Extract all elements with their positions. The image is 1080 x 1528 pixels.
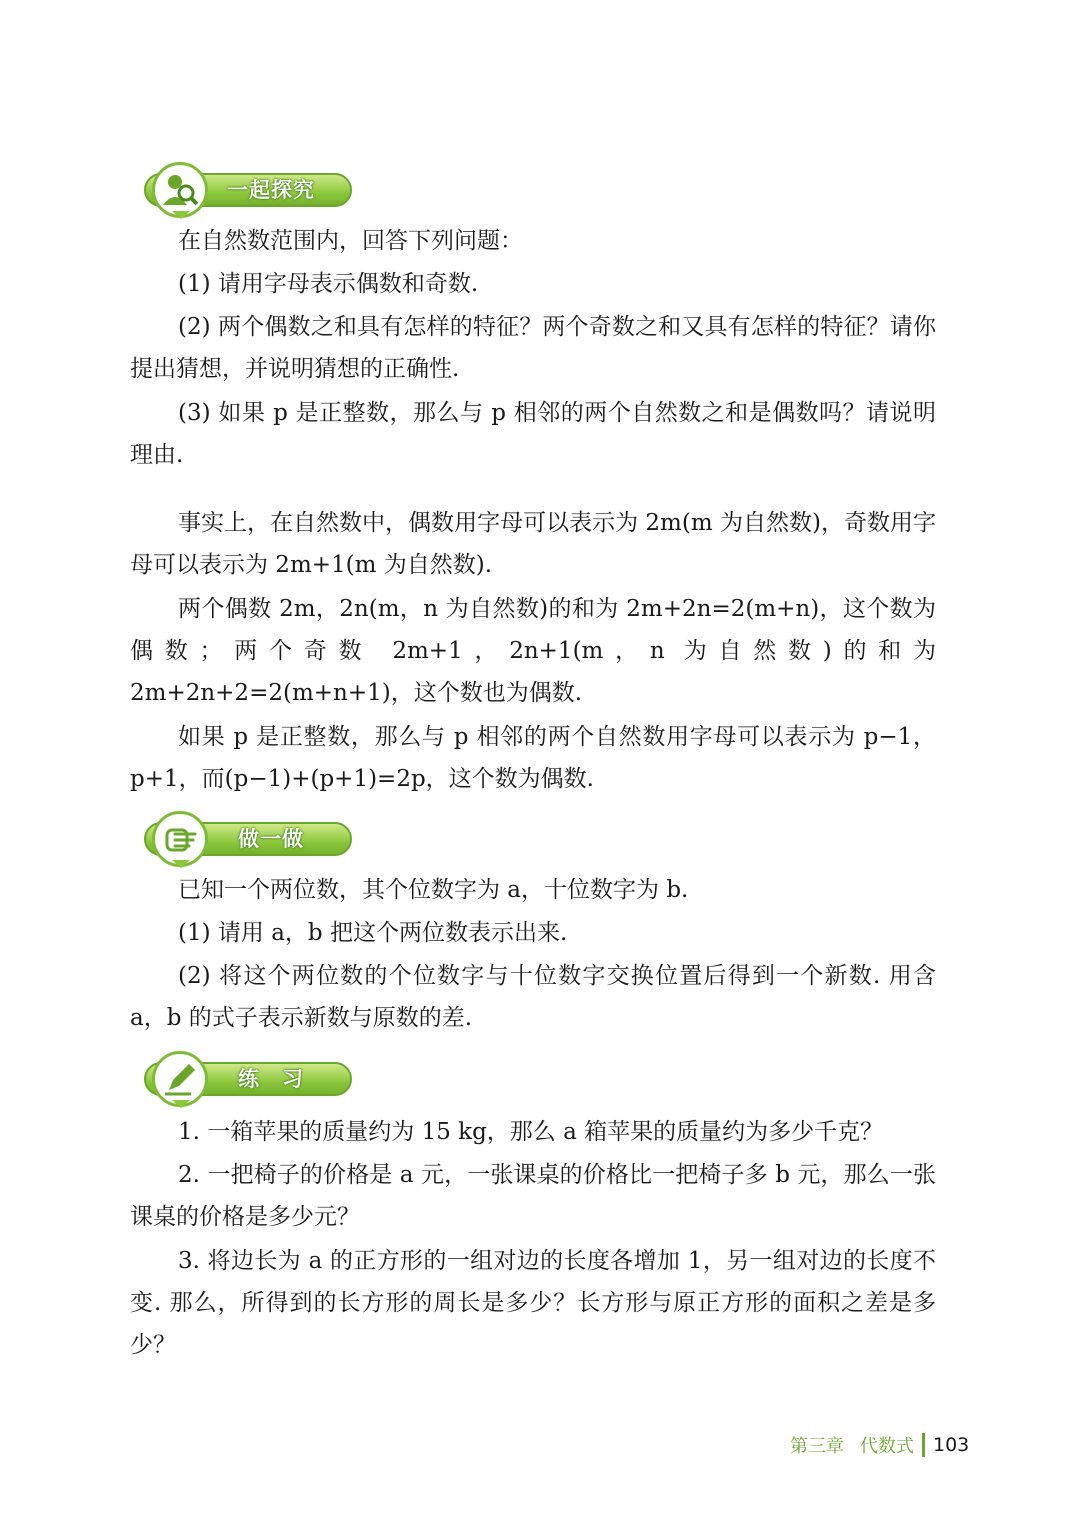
explore-question-3: (3) 如果 p 是正整数，那么与 p 相邻的两个自然数之和是偶数吗？请说明理由. <box>130 400 936 468</box>
chapter-number: 第三章 <box>790 1436 844 1457</box>
explore-question-2: (2) 两个偶数之和具有怎样的特征？两个奇数之和又具有怎样的特征？请你提出猜想，并说明猜想的正确性. <box>130 314 936 382</box>
section-title: 做一做 <box>238 827 304 851</box>
banner-arrow <box>172 860 190 868</box>
explanation-paragraph-1: 事实上，在自然数中，偶数用字母可以表示为 2m(m 为自然数)，奇数用字母可以表示为 2m+1(m 为自然数). <box>130 510 936 578</box>
page-number: 103 <box>933 1434 970 1456</box>
practice-item-2: 2. 一把椅子的价格是 a 元，一张课桌的价格比一把椅子多 b 元，那么一张课桌的价格是多少元？ <box>130 1162 936 1230</box>
section-title: 一起探究 <box>227 178 315 202</box>
explore-question-1: (1) 请用字母表示偶数和奇数. <box>178 271 479 297</box>
section-header-practice <box>126 1055 354 1105</box>
section-header-doit <box>126 815 354 865</box>
explore-intro: 在自然数范围内，回答下列问题： <box>178 228 523 254</box>
footer-divider <box>922 1433 925 1457</box>
banner-arrow <box>172 211 190 219</box>
practice-item-1: 1. 一箱苹果的质量约为 15 kg，那么 a 箱苹果的质量约为多少千克？ <box>178 1119 884 1145</box>
page-footer <box>790 1432 969 1458</box>
doit-question-2: (2) 将这个两位数的个位数字与十位数字交换位置后得到一个新数. 用含 a，b 的式子表示新数与原数的差. <box>130 963 936 1031</box>
doit-question-1: (1) 请用 a，b 把这个两位数表示出来. <box>178 920 568 946</box>
chapter-title: 代数式 <box>860 1436 914 1457</box>
explanation-paragraph-3: 如果 p 是正整数，那么与 p 相邻的两个自然数用字母可以表示为 p−1，p+1，而(p−1)+(p+1)=2p，这个数为偶数. <box>130 724 936 792</box>
banner-arrow <box>172 1100 190 1108</box>
section-header-explore <box>126 166 354 216</box>
explanation-paragraph-2: 两个偶数 2m，2n(m，n 为自然数)的和为 2m+2n=2(m+n)，这个数为偶数；两个奇数 2m+1，2n+1(m，n 为自然数)的和为 2m+2n+2=2(m+n+1)，这个数也为偶数. <box>130 596 936 706</box>
section-title: 练 习 <box>238 1067 304 1091</box>
practice-item-3: 3. 将边长为 a 的正方形的一组对边的长度各增加 1，另一组对边的长度不变. 那么，所得到的长方形的周长是多少？长方形与原正方形的面积之差是多少？ <box>130 1248 936 1358</box>
doit-intro: 已知一个两位数，其个位数字为 a，十位数字为 b. <box>178 877 689 903</box>
